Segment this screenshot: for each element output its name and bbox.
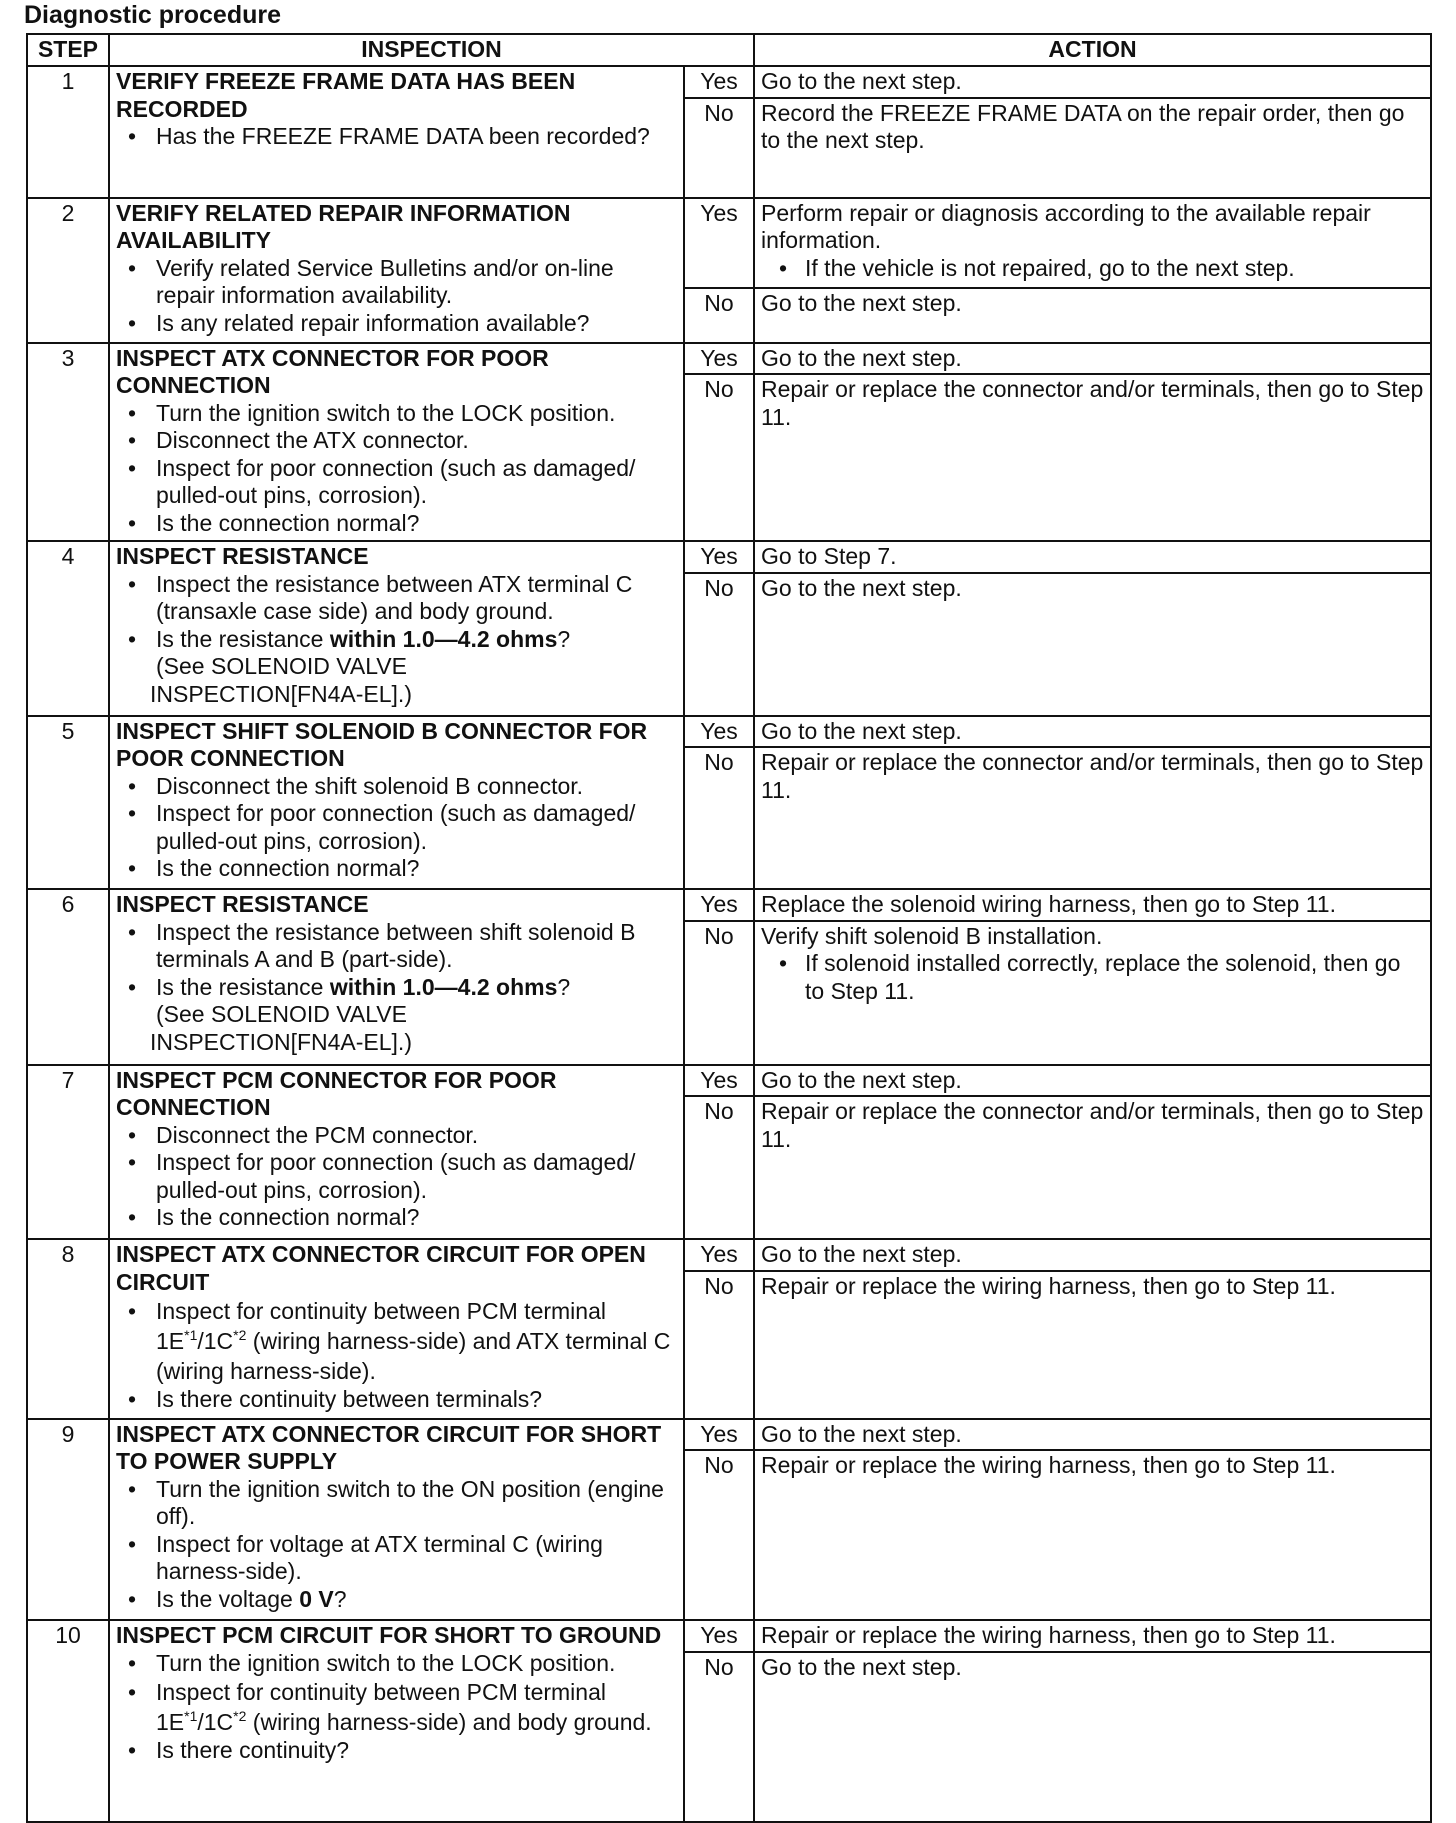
inspection-heading: VERIFY FREEZE FRAME DATA HAS BEEN RECORDED <box>116 68 576 122</box>
inspection-cell <box>109 1620 684 1822</box>
diagnostic-procedure-table <box>26 33 1432 1823</box>
step-row-10-yes <box>27 1620 1431 1652</box>
bullet-text: /1C <box>197 1328 234 1354</box>
step-row-7-yes <box>27 1065 1431 1097</box>
yes-label: Yes <box>684 716 754 748</box>
inspection-bullets <box>116 1650 677 1765</box>
step-number: 8 <box>27 1239 109 1419</box>
no-action: Repair or replace the connector and/or terminals, then go to Step 11. <box>754 374 1431 541</box>
yes-action: Go to the next step. <box>754 716 1431 748</box>
header-row <box>27 34 1431 66</box>
action-bullet: • If the vehicle is not repaired, go to the next step. <box>805 255 1424 283</box>
question-mark: ? <box>557 973 571 1000</box>
bullet-item <box>156 1677 677 1737</box>
bullet-item: • Is there continuity? <box>156 1737 677 1765</box>
header-action: ACTION <box>754 34 1431 66</box>
inspection-heading: INSPECT PCM CIRCUIT FOR SHORT TO GROUND <box>116 1622 662 1648</box>
question-mark: ? <box>557 625 571 652</box>
inspection-cell <box>109 198 684 343</box>
inspection-bullets <box>116 1122 677 1232</box>
bullet-item: • Turn the ignition switch to the ON position (engine off). <box>156 1476 677 1531</box>
no-label: No <box>684 1450 754 1620</box>
bullet-item: • Is the connection normal? <box>156 1204 677 1232</box>
inspection-cell <box>109 1239 684 1419</box>
yes-action: Go to the next step. <box>754 343 1431 375</box>
no-action-cell <box>754 921 1431 1065</box>
no-action: Record the FREEZE FRAME DATA on the repair order, then go to the next step. <box>754 98 1431 198</box>
step-row-4-yes <box>27 541 1431 573</box>
page-title: Diagnostic procedure <box>24 1 281 29</box>
yes-action-cell <box>754 198 1431 288</box>
bullet-item: • Verify related Service Bulletins and/or on-line repair information availability. <box>156 255 677 310</box>
no-label: No <box>684 98 754 198</box>
bullet-text: Inspect for continuity between PCM terminal 1E <box>156 1298 606 1354</box>
no-label: No <box>684 374 754 541</box>
step-number: 3 <box>27 343 109 542</box>
yes-label: Yes <box>684 1620 754 1652</box>
step-number: 2 <box>27 198 109 343</box>
bullet-item: • Inspect the resistance between ATX terminal C (transaxle case side) and body ground. <box>156 571 677 626</box>
no-label: No <box>684 288 754 343</box>
yes-label: Yes <box>684 343 754 375</box>
bullet-item: • Has the FREEZE FRAME DATA been recorded? <box>156 123 677 151</box>
question-text: Is the voltage <box>156 1585 300 1612</box>
inspection-cell <box>109 343 684 542</box>
yes-label: Yes <box>684 1239 754 1271</box>
question-text: Is the resistance <box>156 973 330 1000</box>
voltage-spec: 0 V <box>299 1585 334 1612</box>
step-row-1-yes <box>27 66 1431 98</box>
see-reference-line1: (See SOLENOID VALVE <box>156 1001 407 1027</box>
yes-action: Go to the next step. <box>754 66 1431 98</box>
step-row-3-yes <box>27 343 1431 375</box>
yes-label: Yes <box>684 198 754 288</box>
footnote-marker: *1 <box>184 1708 198 1724</box>
bullet-item: • Disconnect the PCM connector. <box>156 1122 677 1150</box>
inspection-bullets <box>116 1476 677 1614</box>
bullet-item: • Inspect the resistance between shift solenoid B terminals A and B (part-side). <box>156 919 677 974</box>
no-action: Repair or replace the wiring harness, then go to Step 11. <box>754 1271 1431 1419</box>
inspection-cell <box>109 1419 684 1621</box>
footnote-marker: *2 <box>233 1708 247 1724</box>
no-action: Verify shift solenoid B installation. <box>761 922 1103 949</box>
action-bullet: • If solenoid installed correctly, replace the solenoid, then go to Step 11. <box>805 950 1424 1005</box>
yes-action: Go to the next step. <box>754 1065 1431 1097</box>
inspection-heading: INSPECT PCM CONNECTOR FOR POOR CONNECTION <box>116 1066 557 1120</box>
action-bullets <box>761 950 1424 1005</box>
inspection-cell <box>109 1065 684 1240</box>
inspection-bullets <box>116 400 677 538</box>
yes-action: Repair or replace the wiring harness, then go to Step 11. <box>754 1620 1431 1652</box>
step-row-5-yes <box>27 716 1431 748</box>
bullet-item: • Turn the ignition switch to the LOCK position. <box>156 400 677 428</box>
bullet-text: Inspect for continuity between PCM terminal 1E <box>156 1679 606 1735</box>
inspection-bullets <box>116 123 677 151</box>
yes-action: Replace the solenoid wiring harness, then go to Step 11. <box>754 889 1431 921</box>
yes-label: Yes <box>684 66 754 98</box>
inspection-heading: INSPECT RESISTANCE <box>116 891 369 917</box>
bullet-item: • Is there continuity between terminals? <box>156 1386 677 1414</box>
inspection-bullets <box>116 919 677 1002</box>
step-number: 10 <box>27 1620 109 1822</box>
inspection-cell <box>109 889 684 1065</box>
see-reference-line2: INSPECTION[FN4A-EL].) <box>150 1028 412 1055</box>
bullet-item: • Is the connection normal? <box>156 855 677 883</box>
step-number: 7 <box>27 1065 109 1240</box>
resistance-spec: within 1.0—4.2 ohms <box>329 973 558 1000</box>
inspection-cell <box>109 716 684 890</box>
inspection-heading: INSPECT RESISTANCE <box>116 543 369 569</box>
step-number: 5 <box>27 716 109 890</box>
bullet-item <box>156 1296 677 1386</box>
inspection-heading: INSPECT ATX CONNECTOR FOR POOR CONNECTION <box>116 344 549 398</box>
bullet-item: • Disconnect the ATX connector. <box>156 427 677 455</box>
bullet-text: /1C <box>197 1709 234 1735</box>
no-action: Go to the next step. <box>754 1652 1431 1822</box>
inspection-heading: INSPECT ATX CONNECTOR CIRCUIT FOR OPEN CIRCUIT <box>116 1241 646 1295</box>
no-action: Repair or replace the wiring harness, then go to Step 11. <box>754 1450 1431 1620</box>
step-number: 6 <box>27 889 109 1065</box>
bullet-item: • Inspect for poor connection (such as damaged/ pulled-out pins, corrosion). <box>156 1149 677 1204</box>
header-inspection: INSPECTION <box>109 34 754 66</box>
footnote-marker: *1 <box>184 1327 198 1343</box>
inspection-heading: INSPECT ATX CONNECTOR CIRCUIT FOR SHORT TO POWER SUPPLY <box>116 1420 662 1474</box>
step-row-8-yes <box>27 1239 1431 1271</box>
inspection-cell <box>109 541 684 716</box>
bullet-item <box>156 1586 677 1614</box>
step-row-9-yes <box>27 1419 1431 1451</box>
yes-label: Yes <box>684 1065 754 1097</box>
yes-label: Yes <box>684 541 754 573</box>
action-bullets <box>761 255 1424 283</box>
bullet-text: (wiring harness-side) and body ground. <box>246 1709 652 1735</box>
no-action: Repair or replace the connector and/or terminals, then go to Step 11. <box>754 747 1431 889</box>
see-reference-line2: INSPECTION[FN4A-EL].) <box>150 680 412 707</box>
yes-label: Yes <box>684 1419 754 1451</box>
see-reference-line1: (See SOLENOID VALVE <box>156 653 407 679</box>
inspection-bullets <box>116 1296 677 1414</box>
bullet-item: • Is any related repair information available? <box>156 310 677 338</box>
inspection-bullets <box>116 773 677 883</box>
footnote-marker: *2 <box>233 1327 247 1343</box>
bullet-item <box>156 626 677 654</box>
bullet-item: • Inspect for voltage at ATX terminal C (wiring harness-side). <box>156 1531 677 1586</box>
no-label: No <box>684 573 754 716</box>
yes-action: Go to the next step. <box>754 1419 1431 1451</box>
no-label: No <box>684 1652 754 1822</box>
no-action: Go to the next step. <box>754 288 1431 343</box>
no-label: No <box>684 1096 754 1239</box>
question-mark: ? <box>333 1585 347 1612</box>
header-step: STEP <box>27 34 109 66</box>
yes-label: Yes <box>684 889 754 921</box>
bullet-item: • Inspect for poor connection (such as damaged/ pulled-out pins, corrosion). <box>156 800 677 855</box>
no-label: No <box>684 921 754 1065</box>
no-action: Repair or replace the connector and/or terminals, then go to Step 11. <box>754 1096 1431 1239</box>
bullet-text: (wiring harness-side) and ATX terminal C (wiring harness-side). <box>156 1328 671 1384</box>
bullet-item: • Turn the ignition switch to the LOCK position. <box>156 1650 677 1678</box>
yes-action: Go to Step 7. <box>754 541 1431 573</box>
no-label: No <box>684 747 754 889</box>
bullet-item: • Inspect for poor connection (such as damaged/ pulled-out pins, corrosion). <box>156 455 677 510</box>
step-number: 9 <box>27 1419 109 1621</box>
inspection-cell <box>109 66 684 198</box>
resistance-spec: within 1.0—4.2 ohms <box>329 625 558 652</box>
yes-action: Perform repair or diagnosis according to the available repair information. <box>761 199 1371 253</box>
no-action: Go to the next step. <box>754 573 1431 716</box>
inspection-heading: INSPECT SHIFT SOLENOID B CONNECTOR FOR POOR CONNECTION <box>116 717 648 771</box>
bullet-item: • Is the connection normal? <box>156 510 677 538</box>
yes-action: Go to the next step. <box>754 1239 1431 1271</box>
step-row-6-yes <box>27 889 1431 921</box>
no-label: No <box>684 1271 754 1419</box>
step-number: 1 <box>27 66 109 198</box>
inspection-bullets <box>116 571 677 654</box>
question-text: Is the resistance <box>156 625 330 652</box>
step-row-2-yes <box>27 198 1431 288</box>
inspection-heading: VERIFY RELATED REPAIR INFORMATION AVAILABILITY <box>116 199 571 253</box>
inspection-bullets <box>116 255 677 338</box>
bullet-item: • Disconnect the shift solenoid B connector. <box>156 773 677 801</box>
step-number: 4 <box>27 541 109 716</box>
bullet-item <box>156 974 677 1002</box>
